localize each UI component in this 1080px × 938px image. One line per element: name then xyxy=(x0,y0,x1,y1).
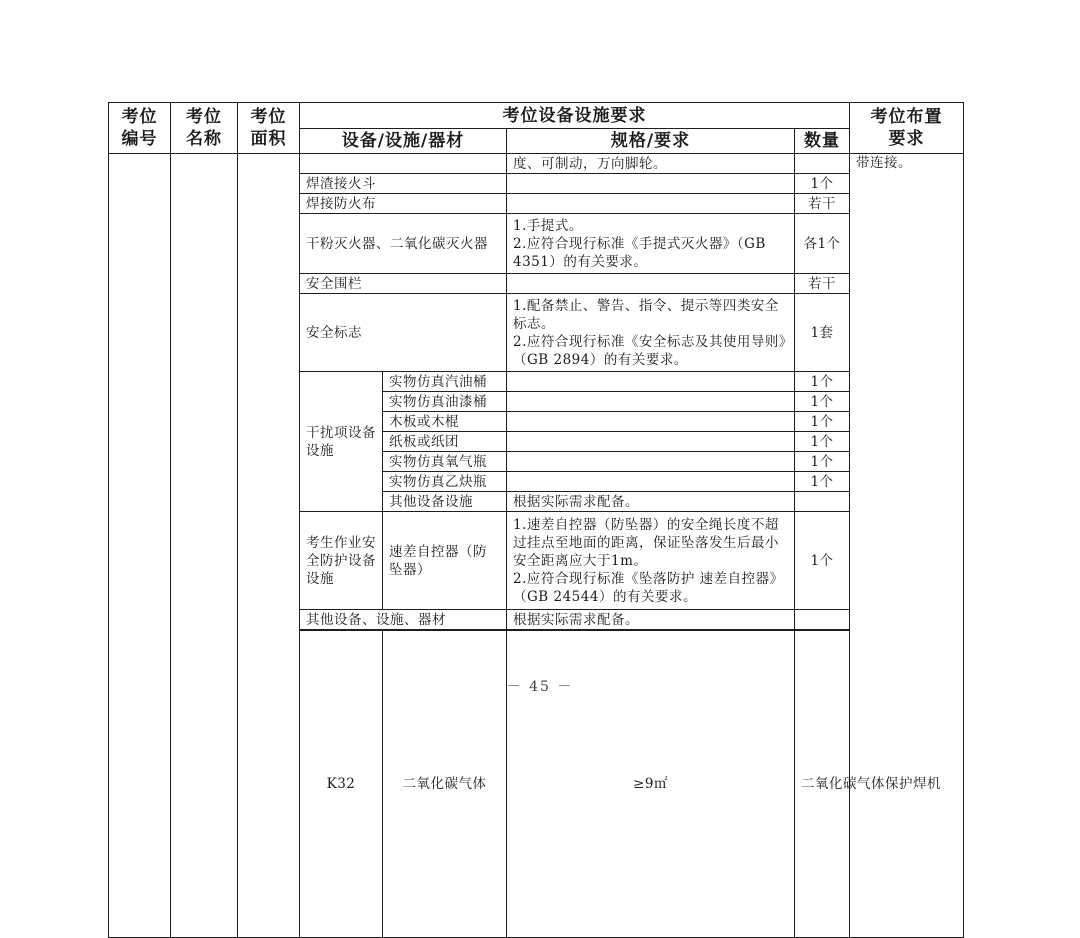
cell-qty: 若干 xyxy=(795,274,850,294)
cell-spec xyxy=(507,392,795,412)
cell-qty: 1套 xyxy=(795,294,850,372)
cell-item: 实物仿真汽油桶 xyxy=(383,372,507,392)
page-number: － 45 － xyxy=(506,679,574,695)
cell-group: 干扰项设备设施 xyxy=(300,372,383,512)
cell-qty xyxy=(795,492,850,512)
header-code: 考位 编号 xyxy=(109,103,171,154)
cell-area-empty xyxy=(238,154,300,938)
cell-spec: 1.速差自控器（防坠器）的安全绳长度不超过挂点至地面的距离，保证坠落发生后最小安全距离应大于1m。 2.应符合现行标准《坠落防护 速差自控器》（GB 24544）的有关要求。 xyxy=(507,512,795,610)
cell-qty: 1个 xyxy=(795,372,850,392)
cell-spec xyxy=(507,372,795,392)
cell-equipment: 其他设备、设施、器材 xyxy=(300,610,507,630)
header-spec: 规格/要求 xyxy=(507,129,795,154)
cell-qty: 1个 xyxy=(795,392,850,412)
cell-spec-empty xyxy=(507,174,795,194)
cell-item: 实物仿真油漆桶 xyxy=(383,392,507,412)
cell-qty-empty xyxy=(795,610,850,630)
header-requirements: 考位设备设施要求 xyxy=(300,103,850,129)
header-area: 考位 面积 xyxy=(238,103,300,154)
cell-spec-empty xyxy=(507,194,795,214)
cell-spec: 度、可制动，万向脚轮。 xyxy=(507,154,795,174)
cell-equipment: 焊接防火布 xyxy=(300,194,507,214)
cell-item: 木板或木棍 xyxy=(383,412,507,432)
cell-qty: 1个 xyxy=(795,174,850,194)
cell-code: K32 xyxy=(300,631,383,938)
equipment-requirements-table xyxy=(108,102,964,938)
cell-spec: 根据实际需求配备。 xyxy=(507,610,795,630)
cell-equipment: 二氧化碳气体保护焊机 xyxy=(795,631,964,938)
cell-equipment-empty xyxy=(300,154,507,174)
cell-spec xyxy=(507,472,795,492)
cell-qty: 1个 xyxy=(795,412,850,432)
cell-qty: 1个 xyxy=(795,432,850,452)
header-layout: 考位布置 要求 xyxy=(850,103,964,154)
cell-spec: 1.手提式。 2.应符合现行标准《手提式灭火器》（GB 4351）的有关要求。 xyxy=(507,214,795,274)
header-quantity: 数量 xyxy=(795,129,850,154)
cell-qty-empty xyxy=(795,154,850,174)
cell-qty: 若干 xyxy=(795,194,850,214)
cell-name: 二氧化碳气体 xyxy=(383,631,507,938)
cell-layout: 带连接。 xyxy=(850,154,964,938)
cell-equipment: 干粉灭火器、二氧化碳灭火器 xyxy=(300,214,507,274)
cell-item: 其他设备设施 xyxy=(383,492,507,512)
cell-equipment: 焊渣接火斗 xyxy=(300,174,507,194)
cell-equipment: 安全围栏 xyxy=(300,274,507,294)
cell-spec-empty xyxy=(507,274,795,294)
cell-qty: 1个 xyxy=(795,452,850,472)
cell-qty: 1个 xyxy=(795,512,850,610)
cell-name-empty xyxy=(171,154,238,938)
cell-qty: 各1个 xyxy=(795,214,850,274)
table-row xyxy=(109,154,964,174)
cell-spec: 1.配备禁止、警告、指令、提示等四类安全标志。 2.应符合现行标准《安全标志及其使用导则》（GB 2894）的有关要求。 xyxy=(507,294,795,372)
cell-spec: 根据实际需求配备。 xyxy=(507,492,795,512)
cell-area: ≥9㎡ xyxy=(507,631,795,938)
header-equipment: 设备/设施/器材 xyxy=(300,129,507,154)
cell-item: 实物仿真乙炔瓶 xyxy=(383,472,507,492)
cell-code-empty xyxy=(109,154,171,938)
cell-item: 纸板或纸团 xyxy=(383,432,507,452)
cell-spec xyxy=(507,452,795,472)
cell-group: 考生作业安全防护设备设施 xyxy=(300,512,383,610)
cell-spec xyxy=(507,412,795,432)
cell-equipment: 安全标志 xyxy=(300,294,507,372)
cell-item: 速差自控器（防坠器） xyxy=(383,512,507,610)
cell-qty: 1个 xyxy=(795,472,850,492)
cell-item: 实物仿真氧气瓶 xyxy=(383,452,507,472)
cell-spec xyxy=(507,432,795,452)
header-name: 考位 名称 xyxy=(171,103,238,154)
